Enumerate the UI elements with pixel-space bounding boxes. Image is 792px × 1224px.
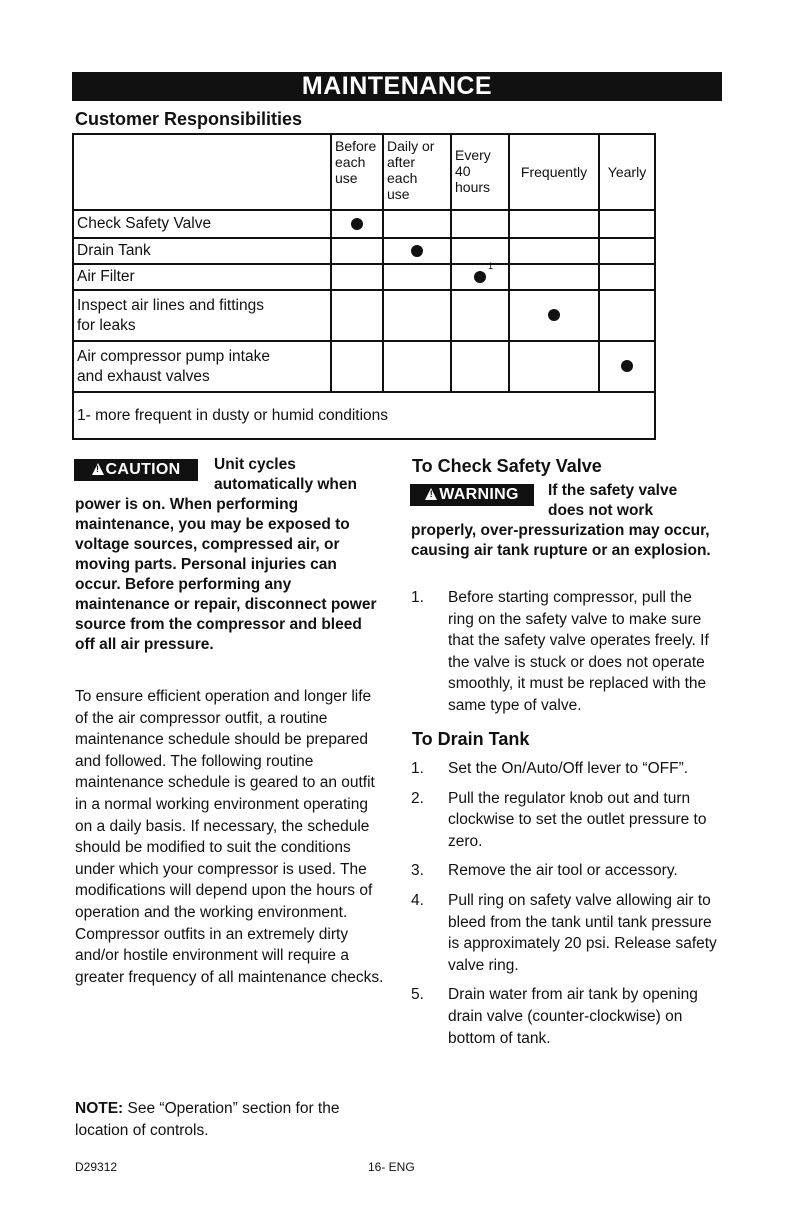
col-header-before-use: Before each use <box>331 134 383 210</box>
task-check-safety-valve: Check Safety Valve <box>73 210 331 238</box>
list-item: 1. Set the On/Auto/Off lever to “OFF”. <box>411 760 689 777</box>
filled-dot-icon <box>548 309 560 321</box>
table-row <box>73 264 655 290</box>
task-drain-tank: Drain Tank <box>73 238 331 264</box>
table-footnote-row <box>73 392 655 439</box>
table-footnote: 1- more frequent in dusty or humid conditions <box>73 392 655 439</box>
col-header-frequently: Frequently <box>509 134 599 210</box>
table-row <box>73 290 655 341</box>
check-mark-cell <box>509 290 599 341</box>
filled-dot-icon <box>411 245 423 257</box>
task-air-filter: Air Filter <box>73 264 331 290</box>
caution-heading: Unit cycles automatically when <box>214 456 357 493</box>
check-mark-cell <box>331 210 383 238</box>
document-id: D29312 <box>75 1160 118 1174</box>
table-row <box>73 210 655 238</box>
table-corner-cell <box>73 134 331 210</box>
filled-dot-icon <box>474 271 486 283</box>
col-header-40-hours: Every 40 hours <box>451 134 509 210</box>
footnote-marker: 1 <box>488 261 494 271</box>
check-mark-cell <box>451 261 509 290</box>
drain-tank-steps <box>411 758 721 1057</box>
caution-badge: ! CAUTION <box>74 459 198 481</box>
warning-triangle-icon: ! <box>92 463 104 475</box>
warning-text: properly, over-pressurization may occur, causing air tank rupture or an explosion. <box>411 522 711 559</box>
list-item: 3. Remove the air tool or accessory. <box>411 862 678 880</box>
warning-badge: ! WARNING <box>410 484 534 506</box>
page-title: MAINTENANCE <box>72 72 722 101</box>
task-inspect-air-lines: Inspect air lines and fittings for leaks <box>73 290 331 341</box>
table-row <box>73 341 655 392</box>
table-row <box>73 238 655 264</box>
warning-heading: If the safety valve does not work <box>548 482 678 519</box>
page-number: 16- ENG <box>368 1160 415 1174</box>
task-pump-valves: Air compressor pump intake and exhaust valves <box>73 341 331 392</box>
check-safety-valve-heading: To Check Safety Valve <box>412 456 602 476</box>
col-header-yearly: Yearly <box>599 134 655 210</box>
maintenance-schedule-table <box>72 133 656 440</box>
section-heading: Customer Responsibilities <box>75 109 303 129</box>
list-item: 5. Drain water from air tank by opening drain valve (counter-clockwise) on bottom of tank. <box>411 986 698 1047</box>
filled-dot-icon <box>351 218 363 230</box>
list-item: 4. Pull ring on safety valve allowing air to bleed from the tank until tank pressure is approximately 20 psi. Release safety valve ring. <box>411 891 717 974</box>
table-header-row <box>73 134 655 210</box>
caution-text: power is on. When performing maintenance, you may be exposed to voltage sources, compressed air, or moving parts. Personal injuries can occur. Before performing any maintenance or repair, disconnect power source from the compressor and bleed off all air pressure. <box>75 496 377 653</box>
check-mark-cell <box>599 341 655 392</box>
warning-triangle-icon: ! <box>425 488 437 500</box>
note-paragraph: NOTE: See “Operation” section for the location of controls. <box>75 1100 340 1139</box>
safety-valve-steps <box>411 587 721 725</box>
maintenance-intro-paragraph: To ensure efficient operation and longer life of the air compressor outfit, a routine maintenance schedule should be prepared and followed. The following routine maintenance schedule is geared to an outfit in a normal working environment operating on a daily basis. If necessary, the schedule should be modified to suit the conditions under which your compressor is used. The modifications will depend upon the hours of operation and the working environment. Compressor outfits in an extremely dirty and/or hostile environment will require a greater frequency of all maintenance checks. <box>75 688 384 986</box>
list-item: 1. Before starting compressor, pull the ring on the safety valve to make sure that the safety valve operates freely. If the valve is stuck or does not operate smoothly, it must be replaced with the same type of valve. <box>411 589 709 714</box>
col-header-daily: Daily or after each use <box>383 134 451 210</box>
check-mark-cell <box>383 238 451 264</box>
drain-tank-heading: To Drain Tank <box>412 729 530 749</box>
list-item: 2. Pull the regulator knob out and turn clockwise to set the outlet pressure to zero. <box>411 789 707 850</box>
filled-dot-icon <box>621 360 633 372</box>
